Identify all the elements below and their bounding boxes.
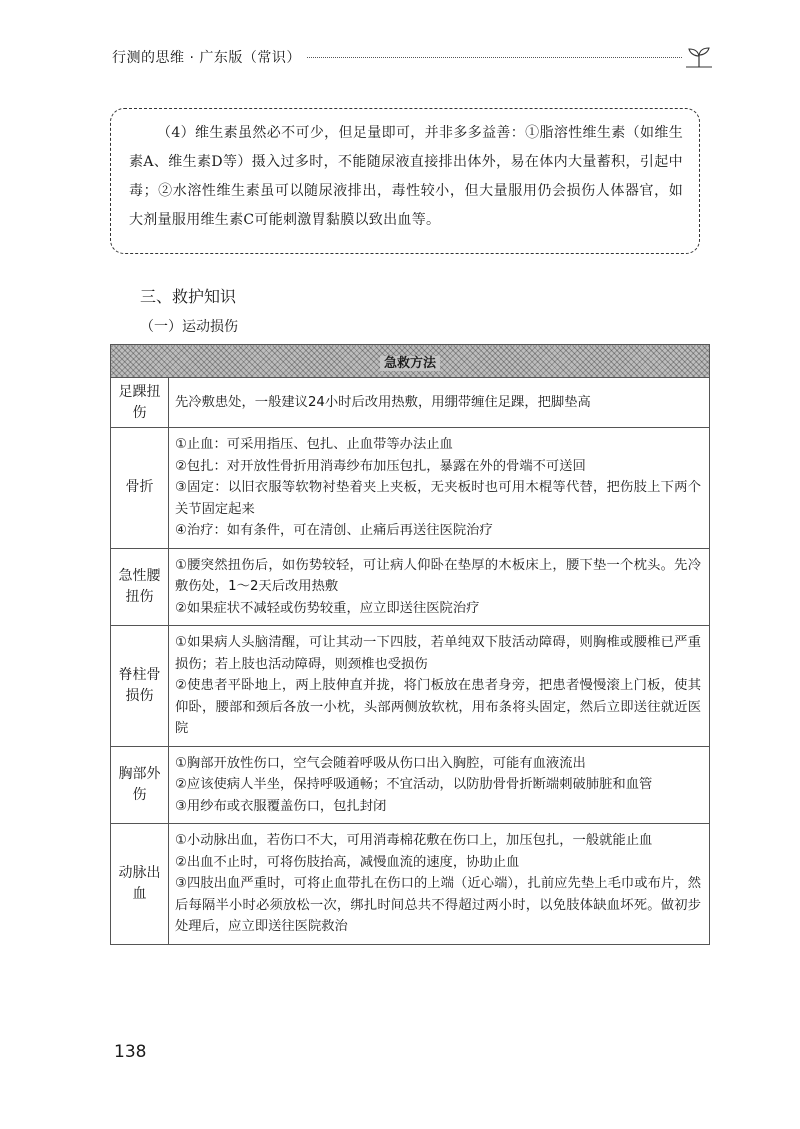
table-row — [111, 548, 710, 626]
running-header — [112, 44, 712, 70]
treatment-line: ①小动脉出血，若伤口不大，可用消毒棉花敷在伤口上，加压包扎，一般就能止血 — [175, 833, 653, 848]
injury-name: 动脉出血 — [111, 824, 169, 945]
page-number: 138 — [114, 1042, 147, 1062]
treatment-cell — [169, 428, 710, 549]
table-row — [111, 428, 710, 549]
table-header-label: 急救方法 — [380, 356, 440, 371]
treatment-line: ②使患者平卧地上，两上肢伸直并拢，将门板放在患者身旁，把患者慢慢滚上门板，使其仰卧，腰部和颈后各放一小枕，头部两侧放软枕，用布条将头固定，然后立即送往就近医院 — [175, 678, 701, 736]
table-header — [111, 345, 710, 378]
treatment-line: ③固定：以旧衣服等软物衬垫着夹上夹板，无夹板时也可用木棍等代替，把伤肢上下两个关节固定起来 — [175, 480, 701, 517]
header-rule — [307, 57, 682, 58]
treatment-cell — [169, 746, 710, 824]
first-aid-table — [110, 344, 710, 945]
treatment-line: ②应该使病人半坐，保持呼吸通畅；不宜活动，以防肋骨骨折断端刺破肺脏和血管 — [175, 777, 653, 792]
table-row — [111, 626, 710, 747]
section-title: 三、救护知识 — [140, 287, 237, 306]
treatment-line: ④治疗：如有条件，可在清创、止痛后再送往医院治疗 — [175, 523, 493, 538]
injury-name: 骨折 — [111, 428, 169, 549]
injury-name: 足踝扭伤 — [111, 378, 169, 428]
treatment-cell — [169, 548, 710, 626]
injury-name: 胸部外伤 — [111, 746, 169, 824]
treatment-cell — [169, 626, 710, 747]
injury-name: 急性腰扭伤 — [111, 548, 169, 626]
note-paragraph: （4）维生素虽然必不可少，但足量即可，并非多多益善：①脂溶性维生素（如维生素A、维生素D等）摄入过多时，不能随尿液直接排出体外，易在体内大量蓄积，引起中毒；②水溶性维生素虽可以随尿液排出，毒性较小，但大量服用仍会损伤人体器官，如大剂量服用维生素C可能刺激胃黏膜以致出血等。 — [129, 125, 683, 228]
treatment-line: ①腰突然扭伤后，如伤势较轻，可让病人仰卧在垫厚的木板床上，腰下垫一个枕头。先冷敷伤处，1～2天后改用热敷 — [175, 557, 701, 594]
treatment-cell — [169, 824, 710, 945]
treatment-line: ①胸部开放性伤口，空气会随着呼吸从伤口出入胸腔，可能有血液流出 — [175, 755, 586, 771]
table-row — [111, 824, 710, 945]
treatment-line: 先冷敷患处，一般建议24小时后改用热敷，用绷带缠住足踝，把脚垫高 — [175, 394, 591, 410]
treatment-line: ②出血不止时，可将伤肢抬高，减慢血流的速度，协助止血 — [175, 854, 520, 870]
table-row — [111, 378, 710, 428]
treatment-line: ③用纱布或衣服覆盖伤口，包扎封闭 — [175, 798, 387, 814]
subsection-title: （一）运动损伤 — [140, 319, 238, 335]
treatment-line: ①如果病人头脑清醒，可让其动一下四肢，若单纯双下肢活动障碍，则胸椎或腰椎已严重损伤；若上肢也活动障碍，则颈椎也受损伤 — [175, 635, 701, 672]
book-title: 行测的思维 · 广东版（常识） — [112, 50, 301, 66]
treatment-cell — [169, 378, 710, 428]
treatment-line: ②如果症状不减轻或伤势较重，应立即送往医院治疗 — [175, 600, 480, 616]
treatment-line: ①止血：可采用指压、包扎、止血带等办法止血 — [175, 437, 453, 452]
treatment-line: ③四肢出血严重时，可将止血带扎在伤口的上端（近心端），扎前应先垫上毛巾或布片，然后每隔半小时必须放松一次，绑扎时间总共不得超过两小时，以免肢体缺血坏死。做初步处理后，应立即送往医院救治 — [175, 876, 701, 934]
table-header-row — [111, 345, 710, 378]
sprout-icon — [686, 46, 712, 68]
injury-name: 脊柱骨损伤 — [111, 626, 169, 747]
table-row — [111, 746, 710, 824]
vitamin-note-box — [110, 108, 700, 254]
treatment-line: ②包扎：对开放性骨折用消毒纱布加压包扎，暴露在外的骨端不可送回 — [175, 458, 586, 474]
